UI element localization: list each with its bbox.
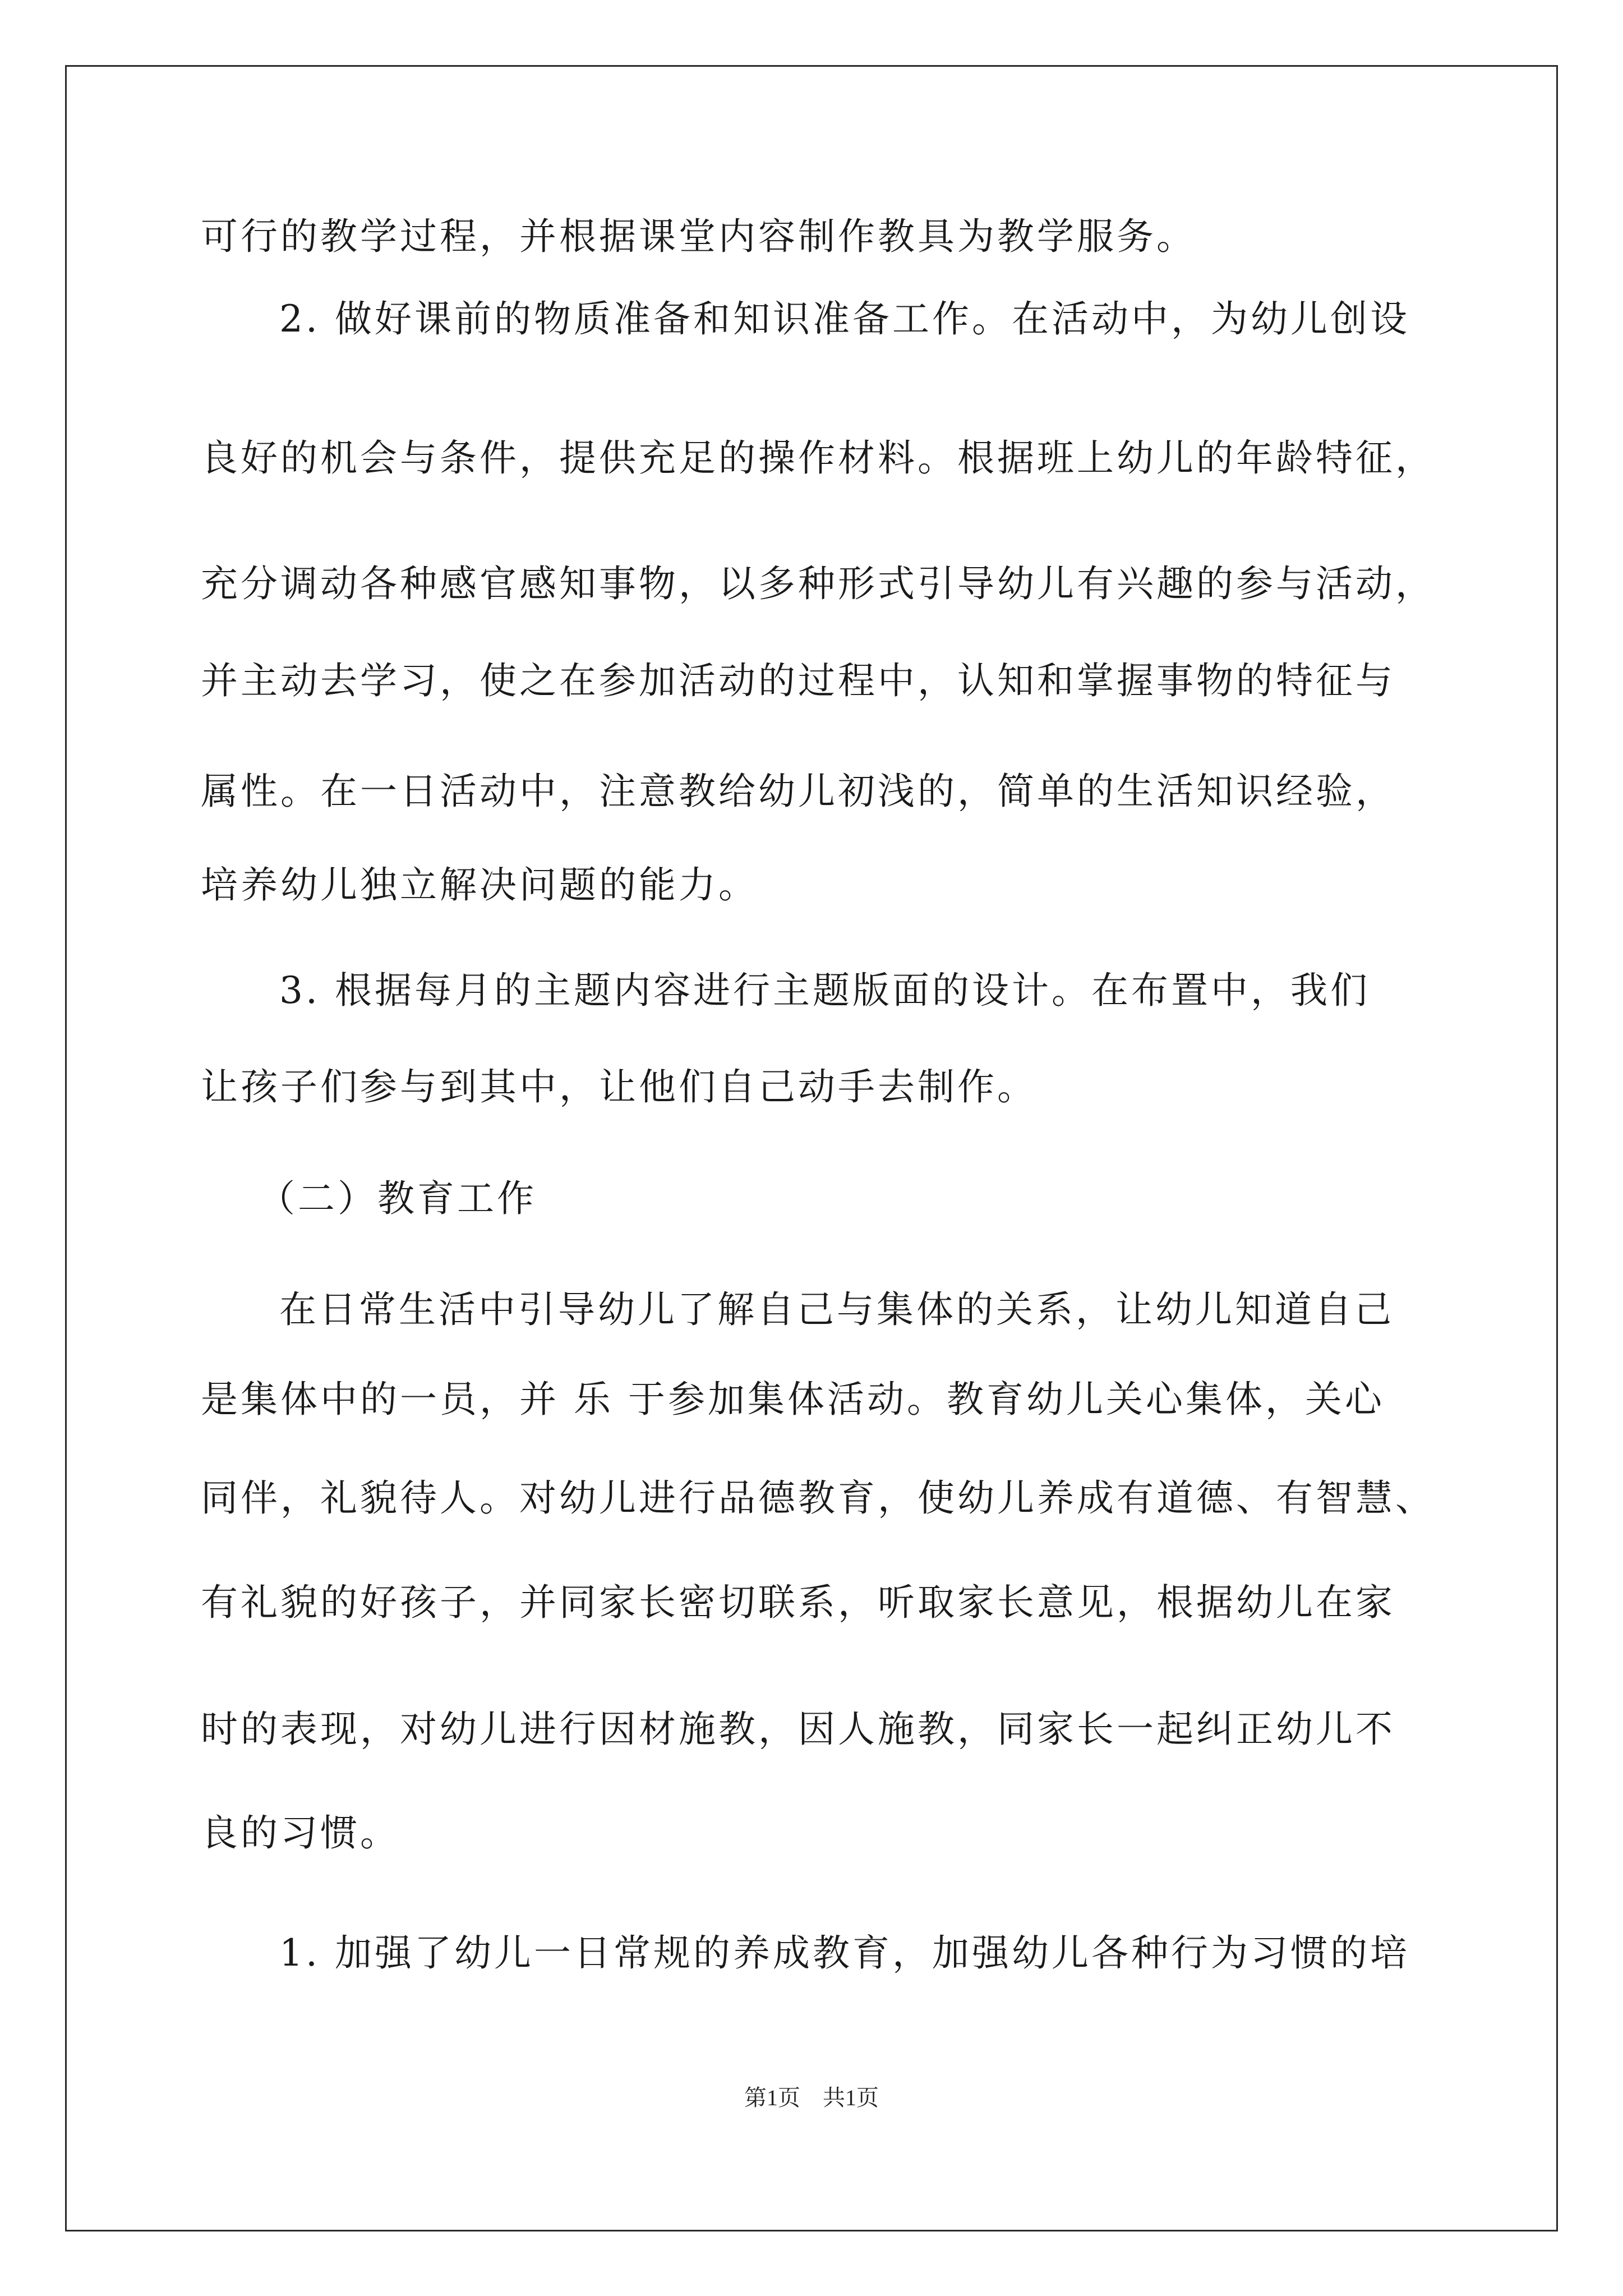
text-line: 有礼貌的好孩子，并同家长密切联系，听取家长意见，根据幼儿在家 <box>201 1581 1395 1624</box>
page-border <box>65 65 1558 2231</box>
text-line: 1. 加强了幼儿一日常规的养成教育，加强幼儿各种行为习惯的培 <box>279 1931 1410 1975</box>
text-line: 3. 根据每月的主题内容进行主题版面的设计。在布置中，我们 <box>279 969 1370 1012</box>
text-line: 时的表现，对幼儿进行因材施教，因人施教，同家长一起纠正幼儿不 <box>201 1708 1395 1751</box>
section-heading: （二）教育工作 <box>258 1177 537 1220</box>
page-footer: 第1页 共1页 <box>744 2085 879 2110</box>
text-line: 2. 做好课前的物质准备和知识准备工作。在活动中，为幼儿创设 <box>279 297 1410 341</box>
text-line: 让孩子们参与到其中，让他们自己动手去制作。 <box>201 1065 1037 1108</box>
text-line: 良的习惯。 <box>201 1811 400 1855</box>
text-line: 属性。在一日活动中，注意教给幼儿初浅的，简单的生活知识经验， <box>201 770 1395 813</box>
text-line: 在日常生活中引导幼儿了解自己与集体的关系，让幼儿知道自己 <box>279 1288 1394 1331</box>
text-line: 充分调动各种感官感知事物，以多种形式引导幼儿有兴趣的参与活动， <box>201 562 1435 605</box>
text-line: 良好的机会与条件，提供充足的操作材料。根据班上幼儿的年龄特征， <box>201 436 1435 480</box>
text-line: 并主动去学习，使之在参加活动的过程中，认知和掌握事物的特征与 <box>201 659 1395 702</box>
text-line: 同伴，礼貌待人。对幼儿进行品德教育，使幼儿养成有道德、有智慧、 <box>201 1476 1435 1520</box>
text-line: 可行的教学过程，并根据课堂内容制作教具为教学服务。 <box>201 215 1196 258</box>
text-line: 是集体中的一员，并 乐 于参加集体活动。教育幼儿关心集体，关心 <box>201 1378 1385 1421</box>
text-line: 培养幼儿独立解决问题的能力。 <box>201 863 758 907</box>
